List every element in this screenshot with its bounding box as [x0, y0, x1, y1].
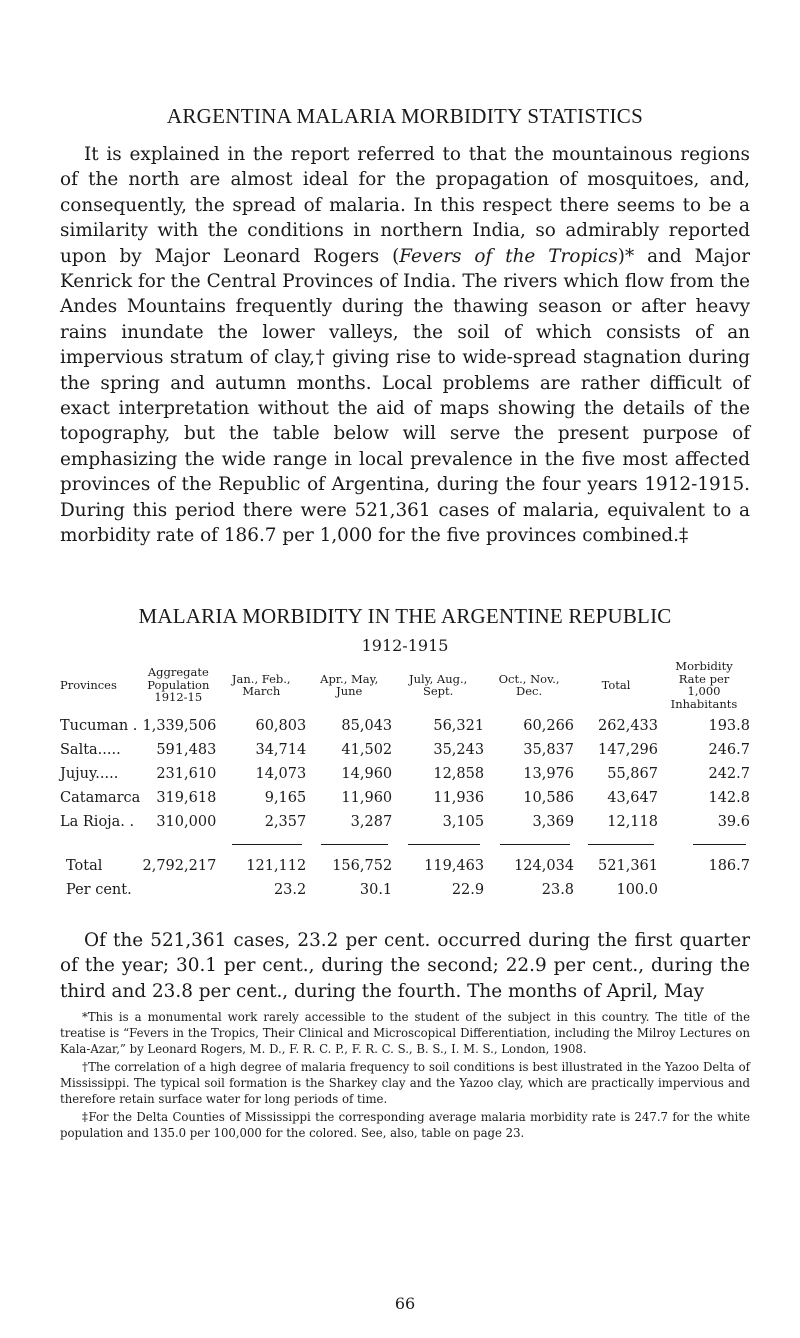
table-row: Catamarca 319,618 9,165 11,960 11,936 10,586 43,647 142.8 — [60, 790, 750, 806]
header-provinces: Provinces — [60, 677, 117, 692]
total-rule — [408, 844, 480, 845]
morbidity-table — [60, 660, 750, 902]
table-row: La Rioja. . 310,000 2,357 3,287 3,105 3,369 12,118 39.6 — [60, 814, 750, 830]
running-head: ARGENTINA MALARIA MORBIDITY STATISTICS — [166, 104, 644, 128]
footnote-double-dagger: ‡For the Delta Counties of Mississippi the corresponding average malaria morbidity rate is 247.7 for the white population and 135.0 per 100,000 for the colored. See, also, table on page 23. — [60, 1110, 750, 1140]
total-rule-row — [60, 834, 750, 854]
header-population: Aggregate Population 1912-15 — [147, 665, 210, 705]
intro-paragraph — [60, 142, 750, 549]
header-q1: Jan., Feb., March — [231, 671, 291, 698]
total-rule — [500, 844, 570, 845]
total-rule — [232, 844, 302, 845]
footnote-asterisk: *This is a monumental work rarely accessible to the student of the subject in this country. The title of the treatise is “Fevers in the Tropics, Their Clinical and Microscopical Differentiation, including the Milroy Lectures on Kala-Azar,” by Leonard Rogers, M. D., F. R. C. P., F. R. C. S., B. S., I. M. S., London, 1908. — [60, 1010, 750, 1056]
header-q4: Oct., Nov., Dec. — [498, 671, 560, 698]
total-rule — [321, 844, 388, 845]
header-total: Total — [601, 677, 631, 692]
table-title: MALARIA MORBIDITY IN THE ARGENTINE REPUBLIC — [138, 604, 672, 628]
table-row: Jujuy..... 231,610 14,073 14,960 12,858 13,976 55,867 242.7 — [60, 766, 750, 782]
total-rule — [693, 844, 746, 845]
header-q3: July, Aug., Sept. — [408, 671, 468, 698]
header-q2: Apr., May, June — [320, 671, 379, 698]
total-rule — [588, 844, 654, 845]
page-number: 66 — [394, 1294, 416, 1313]
table-years: 1912-1915 — [361, 636, 449, 655]
closing-paragraph: Of the 521,361 cases, 23.2 per cent. occurred during the first quarter of the year; 30.1 per cent., during the second; 22.9 per cent., during the third and 23.8 per cent., during the fourth. The months of April, May — [60, 930, 750, 1002]
footnotes — [60, 1009, 750, 1143]
intro-text-part1: It is explained in the report referred to that the mountainous regions of the north are almost ideal for the propagation of mosquitoes, and, consequently, the spread of malaria. In this respect there seems to be a similarity with the conditions in northern India, so admirably reported upon by Major Leonard Rogers ( — [60, 144, 750, 267]
footnote-dagger: †The correlation of a high degree of malaria frequency to soil conditions is best illustrated in the Yazoo Delta of Mississippi. The typical soil formation is the Sharkey clay and the Yazoo clay, which are practically impervious and therefore retain surface water for long periods of time. — [60, 1060, 750, 1106]
intro-text-part2: )* and Major Kenrick for the Central Provinces of India. The rivers which flow from the Andes Mountains frequently during the thawing season or after heavy rains inundate the lower valleys, the soil of which consists of an impervious stratum of clay,† giving rise to wide-spread stagnation during the spring and autumn months. Local problems are rather difficult of exact interpretation without the aid of maps showing the details of the topography, but the table below will serve the present purpose of emphasizing the wide range in local prevalence in the five most affected provinces of the Republic of Argentina, during the four years 1912-1915. During this period there were 521,361 cases of malaria, equivalent to a morbidity rate of 186.7 per 1,000 for the five provinces combined.‡ — [60, 245, 750, 547]
header-rate: Morbidity Rate per 1,000 Inhabitants — [670, 659, 738, 711]
total-row: Total 2,792,217 121,112 156,752 119,463 124,034 521,361 186.7 — [66, 858, 750, 874]
book-title: Fevers of the Tropics — [399, 245, 618, 267]
table-header-row — [60, 660, 750, 714]
table-row: Tucuman . 1,339,506 60,803 85,043 56,321 60,266 262,433 193.8 — [60, 718, 750, 734]
table-row: Salta..... 591,483 34,714 41,502 35,243 35,837 147,296 246.7 — [60, 742, 750, 758]
percent-row: Per cent. 23.2 30.1 22.9 23.8 100.0 — [66, 882, 658, 898]
